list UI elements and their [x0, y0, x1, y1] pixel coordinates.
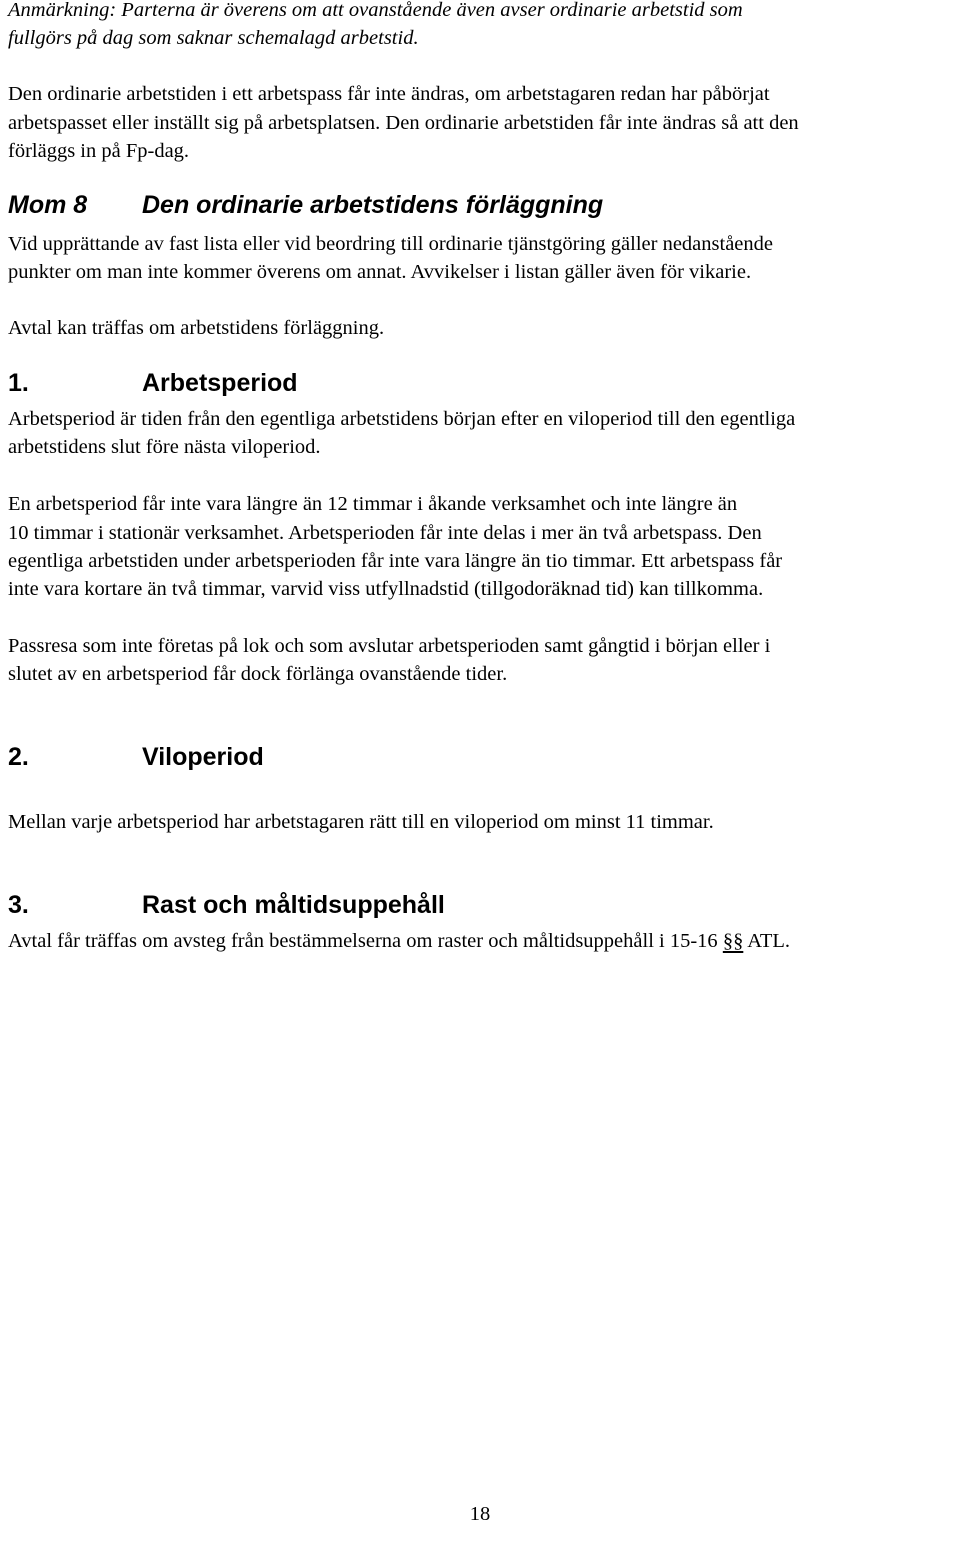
intro-line-2: arbetspasset eller inställt sig på arbetsplatsen. Den ordinarie arbetstiden får inte ändras så att den: [8, 112, 799, 134]
sec3-para1-text: Avtal får träffas om avsteg från bestämmelserna om raster och måltidsuppehåll i 15-16: [8, 930, 723, 952]
intro-line-3: förläggs in på Fp-dag.: [8, 140, 190, 162]
sec3-para1: [8, 927, 790, 955]
sec1-para1-line-2: arbetstidens slut före nästa viloperiod.: [8, 436, 321, 458]
sec1-para2-line-1: En arbetsperiod får inte vara längre än 12 timmar i åkande verksamhet och inte längre än: [8, 493, 738, 515]
sec3-para1-tail: ATL.: [743, 930, 791, 952]
sec2-heading: [8, 742, 264, 772]
page-number: 18: [469, 1503, 491, 1525]
sec3-number: 3.: [8, 891, 29, 919]
mom8-number: Mom 8: [8, 191, 88, 219]
sec1-para2-line-3: egentliga arbetstiden under arbetsperioden får inte vara längre än tio timmar. Ett arbetspass får: [8, 550, 783, 572]
section-sign-symbol: §§: [722, 930, 744, 952]
sec2-number: 2.: [8, 743, 29, 771]
note-line-1: Anmärkning: Parterna är överens om att ovanstående även avser ordinarie arbetstid som: [8, 0, 743, 21]
note-line-2: fullgörs på dag som saknar schemalagd arbetstid.: [8, 27, 419, 49]
sec1-para3-line-1: Passresa som inte företas på lok och som avslutar arbetsperioden samt gångtid i början eller i: [8, 635, 771, 657]
sec1-title: Arbetsperiod: [142, 369, 298, 397]
mom8-para2: Avtal kan träffas om arbetstidens förläggning.: [8, 317, 385, 339]
mom8-para1-line-1: Vid upprättande av fast lista eller vid beordring till ordinarie tjänstgöring gäller nedanstående: [8, 233, 773, 255]
sec1-heading: [8, 368, 298, 398]
intro-line-1: Den ordinarie arbetstiden i ett arbetspass får inte ändras, om arbetstagaren redan har påbörjat: [8, 83, 770, 105]
sec1-para3-line-2: slutet av en arbetsperiod får dock förlänga ovanstående tider.: [8, 663, 508, 685]
mom8-para1-line-2: punkter om man inte kommer överens om annat. Avvikelser i listan gäller även för vikarie.: [8, 261, 752, 283]
sec3-title: Rast och måltidsuppehåll: [142, 891, 445, 919]
mom8-title: Den ordinarie arbetstidens förläggning: [142, 191, 604, 219]
sec1-para1-line-1: Arbetsperiod är tiden från den egentliga arbetstidens början efter en viloperiod till den egentliga: [8, 408, 796, 430]
document-page: [8, 0, 958, 1549]
sec3-heading: [8, 890, 445, 920]
sec1-para2-line-4: inte vara kortare än två timmar, varvid viss utfyllnadstid (tillgodoräknad tid) kan tillkomma.: [8, 578, 764, 600]
sec2-para1: Mellan varje arbetsperiod har arbetstagaren rätt till en viloperiod om minst 11 timmar.: [8, 811, 714, 833]
sec1-number: 1.: [8, 369, 29, 397]
mom8-heading: [8, 190, 603, 220]
sec1-para2-line-2: 10 timmar i stationär verksamhet. Arbetsperioden får inte delas i mer än två arbetspass. Den: [8, 522, 762, 544]
sec2-title: Viloperiod: [142, 743, 264, 771]
